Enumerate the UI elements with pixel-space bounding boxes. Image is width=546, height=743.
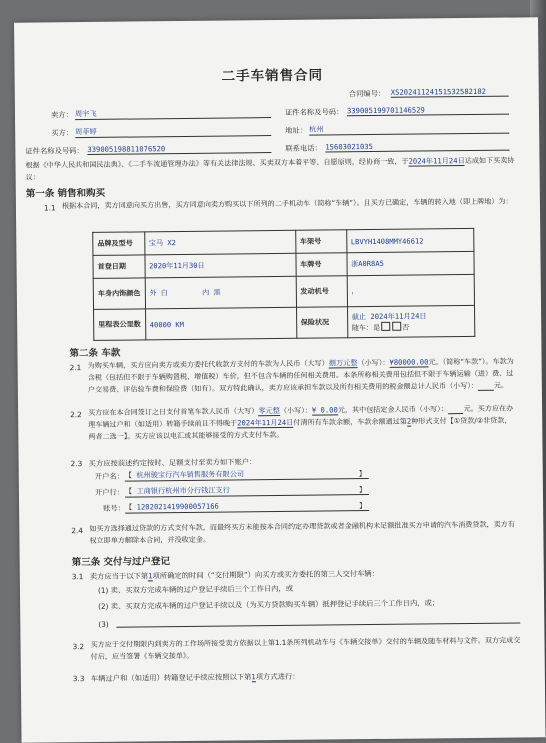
- account-holder-value: 【 杭州骏宝行汽车销售服务有限公司: [125, 468, 369, 482]
- phone-value: 15603021035: [325, 141, 509, 153]
- bracket-close: 】: [359, 501, 367, 511]
- clause-number: 1.1: [43, 203, 56, 213]
- table-row: [94, 305, 475, 340]
- clause-number: 3.3: [72, 674, 85, 684]
- account-no-value: 【 1202021419900057166: [125, 500, 369, 514]
- insurance-label: 保险状况: [296, 307, 347, 339]
- buyer-label: 买方：: [51, 128, 74, 138]
- color-value: [145, 276, 296, 309]
- color-label: 车身内饰颜色: [93, 278, 145, 310]
- contract-no-label: 合同编号：: [348, 88, 386, 99]
- outer-color: 外 白: [149, 288, 168, 298]
- table-row: [93, 274, 474, 309]
- checkbox-yes[interactable]: [381, 321, 390, 330]
- reg-date-label: 首登日期: [93, 255, 145, 279]
- clause-number: 2.2: [70, 410, 82, 420]
- engine-label: 发动机号: [296, 276, 347, 308]
- vin-label: 车架号: [295, 230, 346, 254]
- clause-3-3-text: 车辆过户和（如适用）转籍登记手续应按照以下第1项方式进行：: [90, 671, 300, 683]
- insurance-with-car: 随车：是 否: [351, 322, 410, 332]
- reg-date-value: 2020年11月30日: [145, 253, 296, 278]
- clause-2-2-text: 买方应在本合同签订之日支付首笔车款人民币（大写）零元整（小写）：¥ 0.00元，其中包括定金人民币（小写）： 元。买方应在办理车辆过户和（如适用）转籍手续前且不得晚于2024年11月24日付清所有车款余额，车款余额通过第2种形式支付【①贷款/②非贷款，两者二选一】。买方应该以电汇或其能够接受的方式支付车款。: [88, 403, 514, 441]
- clause-number: 2.3: [70, 459, 83, 469]
- inner-color: 内 黑: [202, 287, 221, 297]
- option-2: (2) 卖、买双方完成车辆的过户登记手续以及（为买方贷款购买车辆）抵押登记手续后三个工作日内，或；: [98, 598, 440, 611]
- bracket-close: 】: [358, 469, 367, 479]
- clause-2-3-text: 买方应按前述约定按时、足额支付至卖方如下账户：: [88, 457, 257, 468]
- clause-number: 3.2: [72, 642, 85, 652]
- bank-value: 【 工商银行杭州市分行钱江支行: [125, 484, 369, 498]
- checkbox-no[interactable]: [392, 321, 401, 330]
- bank-label: 开户行：: [94, 487, 125, 497]
- section-2-heading: 第二条 车款: [69, 347, 121, 360]
- bracket-close: 】: [358, 485, 367, 495]
- clause-number: 2.1: [69, 363, 82, 373]
- insurance-until: 截止 2024年11月24日: [351, 310, 427, 321]
- clause-1-1-text: 根据本合同，卖方同意向买方出售，买方同意向卖方购买以下所列的二手机动车（简称“车辆”）。且买方已确定，车辆的转入地（即上牌地）为：: [61, 196, 513, 211]
- brand-value: 宝马 X2: [144, 230, 295, 255]
- address-value: 杭州: [309, 123, 509, 136]
- option-3-line: [116, 622, 520, 627]
- option-3: (3): [98, 619, 109, 629]
- seller-id-label: 证件名称及号码：: [284, 107, 344, 117]
- buyer-id-label: 证件名称及号码：: [25, 146, 84, 156]
- mileage-label: 里程表公里数: [94, 309, 146, 341]
- insurance-value: [347, 305, 474, 337]
- preamble: 根据《中华人民共和国民法典》、《二手车流通管理办法》等有关法律法规、买卖双方本着平等、自愿原则，经协商一致，于2024年11月24日达成如下买卖协议：: [25, 155, 515, 182]
- account-no-label: 账号：: [103, 503, 126, 513]
- vin-value: LBVYH1408MMY46612: [346, 228, 473, 252]
- address-label: 地址：: [285, 125, 308, 135]
- plate-value: 浙A0R8A5: [347, 251, 474, 275]
- seller-label: 卖方：: [50, 110, 73, 120]
- contract-no-value: XS20241124151532582182: [391, 87, 509, 98]
- option-1: (1) 卖、买双方完成车辆的过户登记手续后三个工作日内，或: [97, 583, 294, 595]
- contract-title: 二手车销售合同: [221, 67, 324, 85]
- clause-2-1-text: 为购买车辆，买方应向卖方或卖方委托代收款方支付的车款为人民币（大写）捌万元整（小写）：¥80000.00元。（简称“车款”）。车款为含税（包括但不限于车辆购置税、增值税）车价，但不包含车辆的任何相关费用。本条所称相关费用包括但不限于车辆运输（进）费、过户交易费、评估验车费和保险费（如有）。双方特此确认，卖方应该承担车款以及所有相关费用的税金额总计人民币（小写）： 元。: [87, 356, 514, 394]
- contract-page: [14, 17, 546, 742]
- clause-3-1-text: 卖方应当于以下第1项所确定的时间（“交付期限”）向买方或买方委托的第三人交付车辆：: [89, 568, 380, 581]
- seller-name: 周宇飞: [75, 107, 271, 120]
- clause-2-4-text: 如买方选择通过贷款的方式支付车款，而最终买方未能按本合同约定办理贷款或者金融机构未足额批准买方申请的汽车消费贷款，卖方有权立即单方解除本合同，并没收定金。: [89, 519, 515, 545]
- engine-value: ，: [347, 274, 474, 306]
- clause-3-2-text: 买方应于交付期限内到卖方的工作场所接受卖方依据以上第1.1条所列机动车与《车辆交接单》交付的车辆及随车材料与文件。双方完成交付后，应当签署《车辆交接单》。: [90, 635, 521, 661]
- brand-label: 品牌及型号: [93, 232, 145, 256]
- phone-label: 联系电话：: [285, 143, 322, 153]
- section-1-heading: 第一条 销售和购买: [25, 187, 106, 200]
- plate-label: 车牌号: [296, 253, 347, 277]
- section-3-heading: 第三条 交付与过户登记: [71, 556, 171, 569]
- seller-id-value: 339005199701146529: [347, 105, 509, 117]
- clause-number: 3.1: [71, 572, 84, 582]
- clause-number: 2.4: [71, 526, 83, 536]
- mileage-value: 40000 KM: [145, 307, 296, 340]
- buyer-id-value: 339005198811076520: [87, 143, 271, 155]
- vehicle-table: [92, 228, 475, 341]
- buyer-name: 周菲婷: [75, 125, 271, 138]
- account-holder-label: 开户名：: [94, 471, 125, 481]
